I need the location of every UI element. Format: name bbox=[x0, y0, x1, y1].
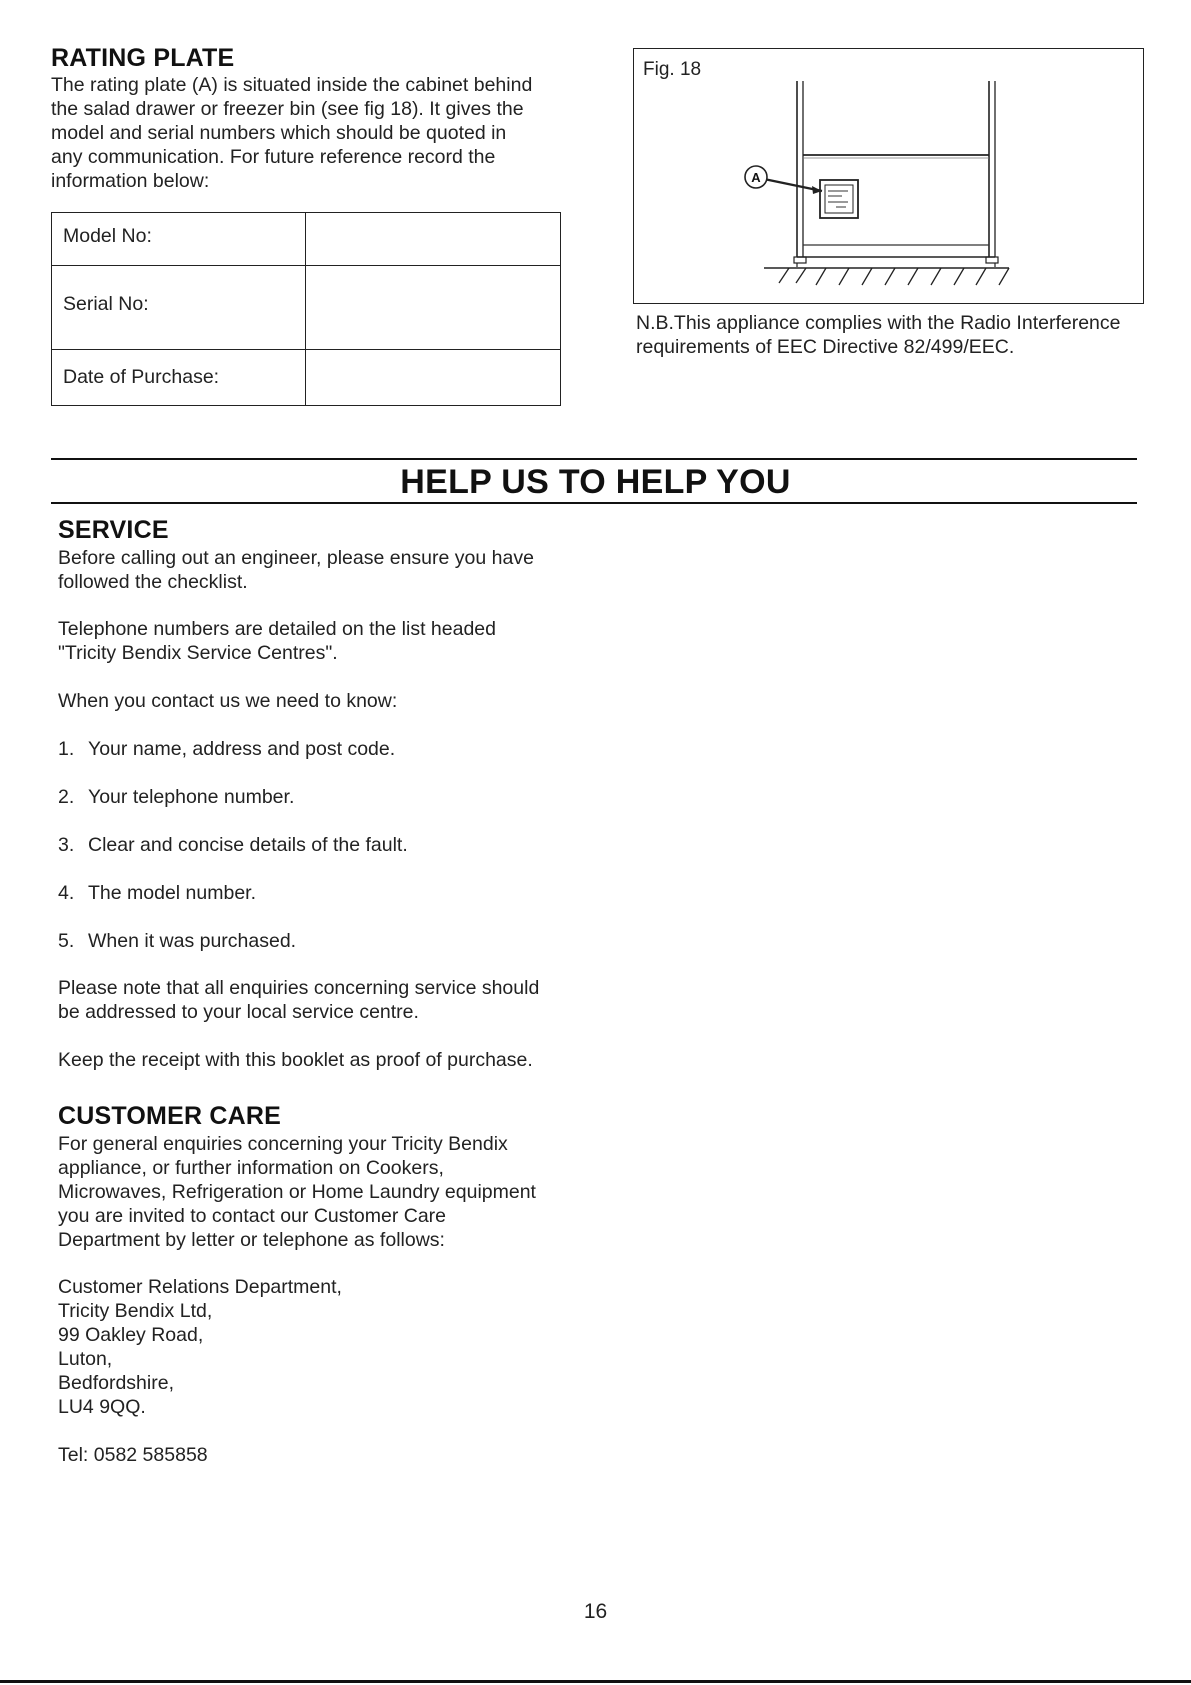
rating-plate-heading: RATING PLATE bbox=[51, 44, 235, 72]
banner-rule-bottom bbox=[51, 502, 1137, 504]
paragraph-line: you are invited to contact our Customer Care bbox=[58, 1205, 447, 1227]
list-item bbox=[58, 737, 395, 761]
list-text: Clear and concise details of the fault. bbox=[88, 834, 408, 856]
customer-care-heading: CUSTOMER CARE bbox=[58, 1102, 281, 1130]
receipt-note: Keep the receipt with this booklet as proof of purchase. bbox=[58, 1049, 533, 1071]
telephone-number: Tel: 0582 585858 bbox=[58, 1444, 208, 1466]
figure-caption: Fig. 18 bbox=[643, 59, 702, 80]
paragraph-line: the salad drawer or freezer bin (see fig 18). It gives the bbox=[51, 98, 524, 120]
address-line: 99 Oakley Road, bbox=[58, 1324, 204, 1346]
banner-rule-top bbox=[51, 458, 1137, 460]
address-line: Bedfordshire, bbox=[58, 1372, 174, 1394]
telephone-paragraph bbox=[58, 617, 568, 665]
floor-hatching bbox=[779, 268, 1009, 285]
list-number: 2. bbox=[58, 786, 75, 808]
date-of-purchase-label: Date of Purchase: bbox=[63, 366, 220, 388]
rating-plate-paragraph bbox=[51, 73, 561, 193]
paragraph-line: model and serial numbers which should be quoted in bbox=[51, 122, 507, 144]
paragraph-line: appliance, or further information on Cookers, bbox=[58, 1157, 444, 1179]
list-item bbox=[58, 833, 408, 857]
help-us-banner: HELP US TO HELP YOU bbox=[400, 463, 791, 501]
address-line: Luton, bbox=[58, 1348, 113, 1370]
table-row bbox=[52, 213, 560, 266]
model-no-value-cell[interactable] bbox=[306, 213, 560, 265]
paragraph-line: Telephone numbers are detailed on the list headed bbox=[58, 618, 496, 640]
service-intro bbox=[58, 546, 568, 594]
list-item bbox=[58, 929, 296, 953]
paragraph-line: For general enquiries concerning your Tricity Bendix bbox=[58, 1133, 508, 1155]
paragraph-line: The rating plate (A) is situated inside the cabinet behind bbox=[51, 74, 533, 96]
address-line: Tricity Bendix Ltd, bbox=[58, 1300, 213, 1322]
service-note bbox=[58, 976, 568, 1024]
paragraph-line: "Tricity Bendix Service Centres". bbox=[58, 642, 338, 664]
list-text: Your name, address and post code. bbox=[88, 738, 396, 760]
serial-no-label: Serial No: bbox=[63, 293, 149, 315]
fridge-diagram bbox=[634, 49, 1142, 302]
table-row bbox=[52, 265, 560, 350]
model-no-label: Model No: bbox=[63, 225, 152, 247]
address-line: LU4 9QQ. bbox=[58, 1396, 146, 1418]
table-row bbox=[52, 350, 560, 405]
page-bottom-edge bbox=[0, 1680, 1191, 1683]
note-line: N.B.This appliance complies with the Radio Interference bbox=[636, 312, 1121, 334]
service-heading: SERVICE bbox=[58, 516, 169, 544]
page-number: 16 bbox=[583, 1600, 608, 1623]
list-text: The model number. bbox=[88, 882, 257, 904]
list-number: 4. bbox=[58, 882, 75, 904]
model-no-label-cell bbox=[52, 213, 306, 265]
paragraph-line: any communication. For future reference record the bbox=[51, 146, 496, 168]
list-item bbox=[58, 881, 256, 905]
list-item bbox=[58, 785, 294, 809]
date-of-purchase-label-cell bbox=[52, 350, 306, 405]
list-text: When it was purchased. bbox=[88, 930, 297, 952]
radio-interference-note bbox=[636, 311, 1176, 359]
paragraph-line: Please note that all enquiries concerning service should bbox=[58, 977, 540, 999]
address-line: Customer Relations Department, bbox=[58, 1276, 342, 1298]
marker-a-label: A bbox=[751, 170, 761, 185]
list-number: 3. bbox=[58, 834, 75, 856]
list-number: 1. bbox=[58, 738, 75, 760]
date-of-purchase-value-cell[interactable] bbox=[306, 350, 560, 405]
paragraph-line: Microwaves, Refrigeration or Home Laundry equipment bbox=[58, 1181, 536, 1203]
postal-address bbox=[58, 1275, 568, 1419]
customer-care-paragraph bbox=[58, 1132, 568, 1252]
contact-intro: When you contact us we need to know: bbox=[58, 690, 398, 712]
paragraph-line: followed the checklist. bbox=[58, 571, 248, 593]
paragraph-line: information below: bbox=[51, 170, 210, 192]
rating-record-table bbox=[51, 212, 561, 406]
serial-no-value-cell[interactable] bbox=[306, 265, 560, 349]
serial-no-label-cell bbox=[52, 265, 306, 349]
list-text: Your telephone number. bbox=[88, 786, 295, 808]
note-line: requirements of EEC Directive 82/499/EEC. bbox=[636, 336, 1015, 358]
rating-plate-shape bbox=[820, 180, 858, 218]
paragraph-line: Before calling out an engineer, please ensure you have bbox=[58, 547, 534, 569]
paragraph-line: be addressed to your local service centre. bbox=[58, 1001, 419, 1023]
list-number: 5. bbox=[58, 930, 75, 952]
paragraph-line: Department by letter or telephone as follows: bbox=[58, 1229, 445, 1251]
figure-18 bbox=[633, 48, 1144, 304]
